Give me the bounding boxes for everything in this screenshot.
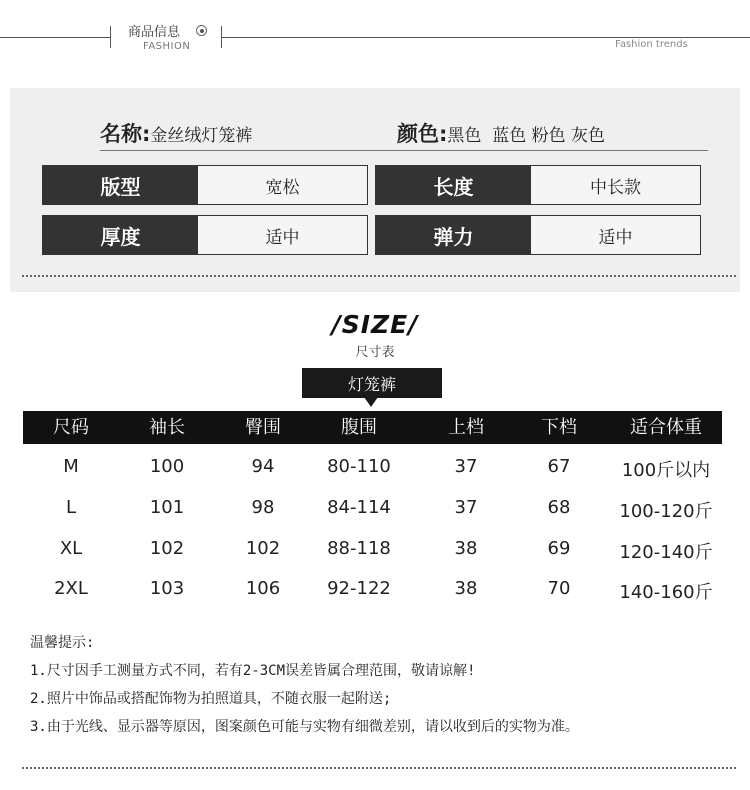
product-color-row: [397, 118, 605, 148]
section-subtitle: FASHION: [143, 41, 191, 52]
table-row: [23, 456, 722, 480]
note-item: 3.由于光线、显示器等原因，图案颜色可能与实物有细微差别，请以收到后的实物为准。: [30, 719, 579, 735]
cell-size: XL: [59, 538, 83, 559]
header-line-right: [221, 37, 750, 38]
cell-size: 2XL: [54, 578, 88, 599]
cell-hip: 102: [245, 538, 281, 559]
cell-back-rise: 67: [547, 456, 571, 477]
cell-back-rise: 68: [547, 497, 571, 518]
dotted-divider-top: [22, 275, 736, 277]
cell-sleeve: 102: [149, 538, 185, 559]
attribute-value: 中长款: [531, 166, 700, 204]
cell-sleeve: 101: [149, 497, 185, 518]
attribute-value: 宽松: [198, 166, 367, 204]
cell-front-rise: 38: [454, 538, 478, 559]
column-header: 下档: [541, 417, 577, 438]
cell-weight: 140-160斤: [619, 582, 713, 603]
info-divider: [100, 150, 708, 151]
cell-weight: 100斤以内: [621, 460, 711, 481]
size-title: /SIZE/: [331, 310, 419, 339]
section-title: 商品信息: [128, 25, 181, 40]
fashion-trends-text: Fashion trends: [615, 39, 688, 50]
column-header: 上档: [448, 417, 484, 438]
table-row: [23, 497, 722, 521]
cell-waist: 80-110: [327, 456, 391, 477]
attribute-key: 弹力: [376, 216, 531, 254]
color-value: 黑色 蓝色 粉色 灰色: [447, 126, 606, 146]
product-type-tag: 灯笼裤: [302, 368, 442, 398]
cell-back-rise: 70: [547, 578, 571, 599]
column-header: 袖长: [149, 417, 185, 438]
name-value: 金丝绒灯笼裤: [150, 126, 253, 146]
column-header: 臀围: [245, 417, 281, 438]
note-item: 2.照片中饰品或搭配饰物为拍照道具，不随衣服一起附送;: [30, 691, 392, 707]
cell-hip: 106: [245, 578, 281, 599]
name-label: 名称:: [100, 122, 151, 146]
table-row: [23, 538, 722, 562]
attribute-value: 适中: [198, 216, 367, 254]
cell-front-rise: 38: [454, 578, 478, 599]
attribute-value: 适中: [531, 216, 700, 254]
cell-waist: 92-122: [327, 578, 391, 599]
cell-hip: 94: [251, 456, 275, 477]
cell-weight: 120-140斤: [619, 542, 713, 563]
cell-back-rise: 69: [547, 538, 571, 559]
dotted-divider-bottom: [22, 767, 736, 769]
cell-waist: 88-118: [327, 538, 391, 559]
attribute-fit: [42, 165, 368, 205]
product-name-row: [100, 118, 252, 148]
target-dot-icon: [196, 25, 207, 36]
cell-front-rise: 37: [454, 456, 478, 477]
column-header: 腹围: [341, 417, 377, 438]
cell-size: L: [65, 497, 77, 518]
attribute-thickness: [42, 215, 368, 255]
size-subtitle: 尺寸表: [355, 345, 395, 360]
attribute-length: [375, 165, 701, 205]
cell-hip: 98: [251, 497, 275, 518]
attribute-key: 长度: [376, 166, 531, 204]
attribute-key: 厚度: [43, 216, 198, 254]
cell-sleeve: 100: [149, 456, 185, 477]
column-header: 尺码: [53, 417, 89, 438]
notes-heading: 温馨提示:: [30, 635, 95, 651]
note-item: 1.尺寸因手工测量方式不同，若有2-3CM误差皆属合理范围，敬请谅解!: [30, 663, 476, 679]
cell-weight: 100-120斤: [619, 501, 713, 522]
header-tick-left: [110, 26, 111, 48]
attribute-key: 版型: [43, 166, 198, 204]
tag-pointer-icon: [364, 397, 378, 407]
column-header: 适合体重: [630, 417, 702, 438]
cell-front-rise: 37: [454, 497, 478, 518]
cell-size: M: [63, 456, 79, 477]
header-line-left: [0, 37, 110, 38]
color-label: 颜色:: [397, 122, 448, 146]
table-row: [23, 578, 722, 602]
attribute-elasticity: [375, 215, 701, 255]
size-table-header: [23, 411, 722, 444]
cell-waist: 84-114: [327, 497, 391, 518]
cell-sleeve: 103: [149, 578, 185, 599]
